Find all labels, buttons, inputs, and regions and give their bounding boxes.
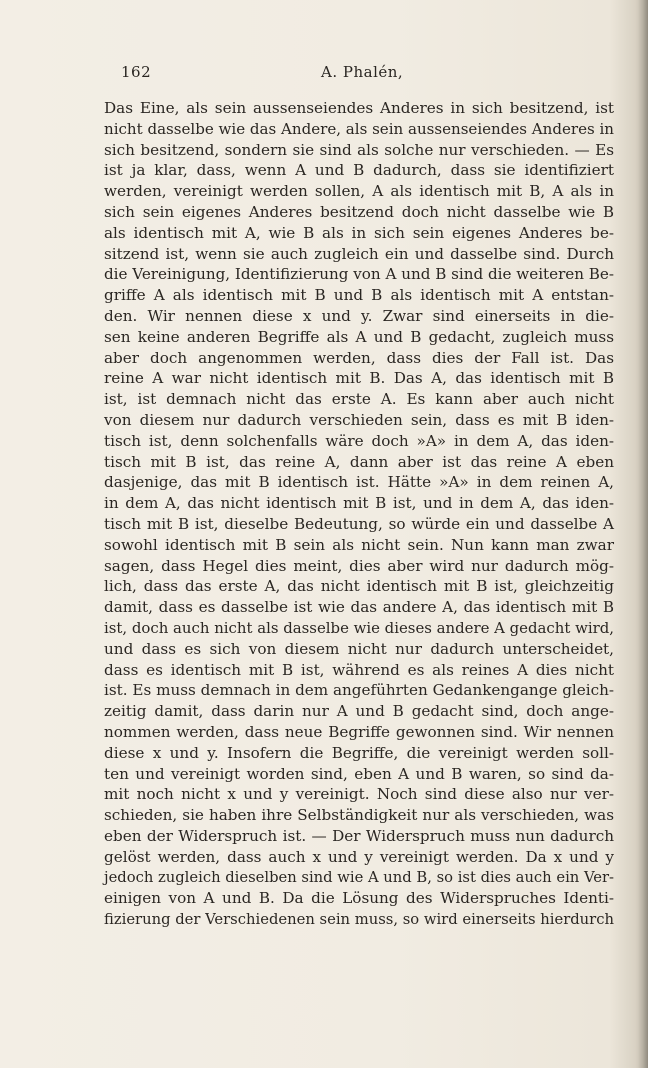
- text-line: ist. Es muss demnach in dem angeführten Gedankengange gleich-: [104, 681, 615, 700]
- text-line: zeitig damit, dass darin nur A und B gedacht sind, doch ange-: [104, 702, 614, 721]
- text-line: diese x und y. Insofern die Begriffe, die vereinigt werden soll-: [104, 743, 614, 762]
- text-line: nicht dasselbe wie das Andere, als sein aussenseiendes Anderes in: [104, 119, 614, 138]
- text-line: tisch mit B ist, dieselbe Bedeutung, so würde ein und dasselbe A: [104, 514, 614, 533]
- text-line: sowohl identisch mit B sein als nicht sein. Nun kann man zwar: [104, 535, 614, 554]
- text-line: nommen werden, dass neue Begriffe gewonnen sind. Wir nennen: [104, 722, 614, 741]
- text-line: tisch ist, denn solchenfalls wäre doch »A» in dem A, das iden-: [104, 431, 614, 450]
- text-line: griffe A als identisch mit B und B als identisch mit A entstan-: [104, 286, 614, 305]
- text-line: einigen von A und B. Da die Lösung des Widerspruches Identi-: [104, 889, 614, 908]
- page-edge-shadow: [638, 0, 648, 1068]
- text-line: ist ja klar, dass, wenn A und B dadurch, dass sie identifiziert: [104, 161, 614, 180]
- text-line: lich, dass das erste A, das nicht identisch mit B ist, gleichzeitig: [104, 577, 614, 596]
- text-line: von diesem nur dadurch verschieden sein, dass es mit B iden-: [104, 410, 614, 429]
- text-line: gelöst werden, dass auch x und y vereinigt werden. Da x und y: [104, 847, 614, 866]
- text-line: sitzend ist, wenn sie auch zugleich ein und dasselbe sind. Durch: [104, 244, 614, 263]
- text-line: werden, vereinigt werden sollen, A als identisch mit B, A als in: [104, 182, 614, 201]
- text-line: dasjenige, das mit B identisch ist. Hätte »A» in dem reinen A,: [104, 473, 614, 492]
- page-header: [121, 63, 541, 85]
- text-line: fizierung der Verschiedenen sein muss, so wird einerseits hierdurch: [104, 910, 614, 929]
- text-line: als identisch mit A, wie B als in sich sein eigenes Anderes be-: [104, 223, 614, 242]
- text-line: damit, dass es dasselbe ist wie das andere A, das identisch mit B: [104, 598, 614, 617]
- text-line: reine A war nicht identisch mit B. Das A, das identisch mit B: [104, 369, 614, 388]
- text-line: Das Eine, als sein aussenseiendes Anderes in sich besitzend, ist: [104, 99, 614, 117]
- text-line: sagen, dass Hegel dies meint, dies aber wird nur dadurch mög-: [104, 556, 614, 575]
- text-line: und dass es sich von diesem nicht nur dadurch unterscheidet,: [104, 639, 614, 658]
- text-line: aber doch angenommen werden, dass dies der Fall ist. Das: [104, 348, 614, 367]
- text-line: die Vereinigung, Identifizierung von A und B sind die weiteren Be-: [104, 265, 615, 284]
- text-line: ten und vereinigt worden sind, eben A und B waren, so sind da-: [104, 764, 614, 783]
- text-line: sich sein eigenes Anderes besitzend doch nicht dasselbe wie B: [104, 202, 614, 221]
- text-line: eben der Widerspruch ist. — Der Widerspruch muss nun dadurch: [104, 826, 614, 845]
- text-line: mit noch nicht x und y vereinigt. Noch sind diese also nur ver-: [104, 785, 614, 804]
- text-line: sich besitzend, sondern sie sind als solche nur verschieden. — Es: [104, 140, 614, 159]
- text-line: sen keine anderen Begriffe als A und B gedacht, zugleich muss: [104, 327, 614, 346]
- text-line: ist, doch auch nicht als dasselbe wie dieses andere A gedacht wird,: [104, 618, 614, 637]
- text-line: schieden, sie haben ihre Selbständigkeit nur als verschieden, was: [104, 806, 614, 825]
- page-number: 162: [121, 63, 152, 81]
- body-text: [104, 98, 614, 930]
- text-line: tisch mit B ist, das reine A, dann aber ist das reine A eben: [104, 452, 614, 471]
- text-line: den. Wir nennen diese x und y. Zwar sind einerseits in die-: [104, 306, 614, 325]
- text-line: ist, ist demnach nicht das erste A. Es kann aber auch nicht: [104, 390, 614, 409]
- text-line: dass es identisch mit B ist, während es als reines A dies nicht: [104, 660, 614, 679]
- running-head: A. Phalén,: [321, 63, 404, 81]
- text-line: in dem A, das nicht identisch mit B ist, und in dem A, das iden-: [104, 494, 614, 513]
- text-line: jedoch zugleich dieselben sind wie A und B, so ist dies auch ein Ver-: [104, 868, 614, 887]
